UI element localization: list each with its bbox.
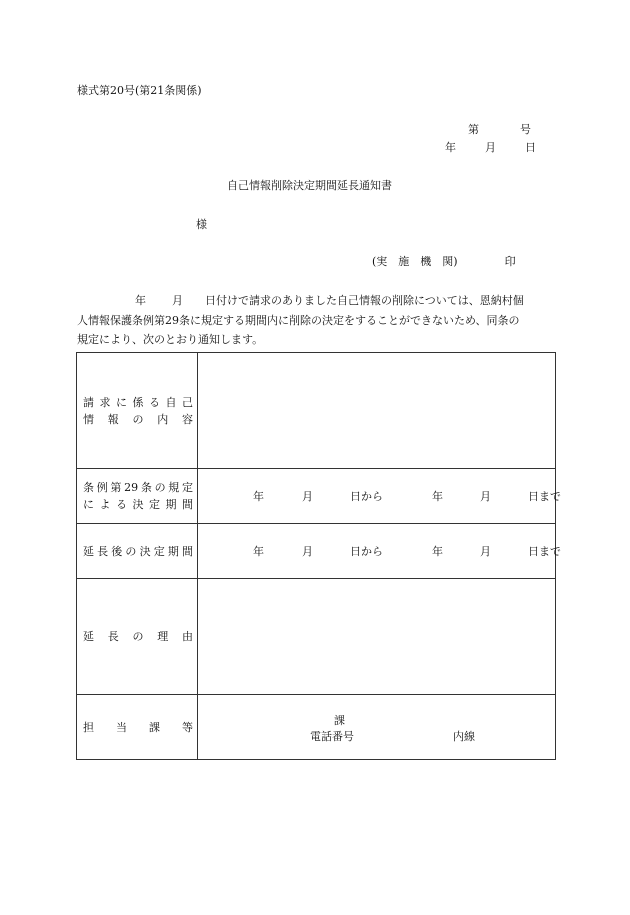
table-row xyxy=(77,695,556,760)
period-year-from: 年 xyxy=(253,545,264,558)
label-line: による決定期間 xyxy=(83,498,193,511)
extension-reason-field[interactable] xyxy=(198,579,556,695)
period-day-to: 日まで xyxy=(528,545,561,558)
body-paragraph xyxy=(77,291,557,350)
extended-period-field[interactable] xyxy=(198,524,561,579)
period-year-to: 年 xyxy=(432,490,443,503)
period-month-from: 月 xyxy=(302,545,313,558)
date-year: 年 xyxy=(445,141,456,154)
label-line: 担 当 課 等 xyxy=(83,720,193,734)
label-extension-reason xyxy=(77,579,198,695)
addressee-suffix: 様 xyxy=(196,218,207,231)
table-row xyxy=(77,524,556,579)
issuing-body-label: (実 施 機 関) xyxy=(372,255,458,268)
date-day: 日 xyxy=(525,141,536,154)
seal-mark: 印 xyxy=(504,255,516,268)
document-number-go: 号 xyxy=(520,123,531,136)
period-year-to: 年 xyxy=(432,545,443,558)
body-line-3: 規定により、次のとおり通知します。 xyxy=(77,333,264,346)
label-line: 請求に係る自己 xyxy=(83,395,193,409)
period-day-from: 日から xyxy=(350,545,383,558)
document-title: 自己情報削除決定期間延長通知書 xyxy=(227,179,392,192)
period-month-from: 月 xyxy=(302,490,313,503)
label-line: 延長後の決定期間 xyxy=(83,544,193,558)
body-line-2: 人情報保護条例第29条に規定する期間内に削除の決定をすることができないため、同条の xyxy=(77,313,520,327)
department-suffix: 課 xyxy=(334,714,345,727)
label-request-content xyxy=(77,353,198,469)
table-row xyxy=(77,579,556,695)
notice-table xyxy=(76,352,561,760)
label-line: 条例第29条の規定 xyxy=(83,481,193,494)
phone-number-label: 電話番号 xyxy=(310,730,354,743)
period-day-to: 日まで xyxy=(528,490,561,503)
issuing-body xyxy=(372,255,516,269)
table-row xyxy=(77,469,556,524)
request-content-field[interactable] xyxy=(198,353,556,469)
label-line: 延 長 の 理 由 xyxy=(83,630,193,643)
body-month: 月 xyxy=(172,294,183,307)
period-day-from: 日から xyxy=(350,490,383,503)
period-month-to: 月 xyxy=(480,490,491,503)
table-row xyxy=(77,353,556,469)
label-extended-period xyxy=(77,524,198,579)
document-number xyxy=(468,123,531,137)
period-year-from: 年 xyxy=(253,490,264,503)
statutory-period-field[interactable] xyxy=(198,469,561,524)
body-line-1 xyxy=(77,291,557,311)
label-department xyxy=(77,695,198,760)
form-number: 様式第20号(第21条関係) xyxy=(77,84,202,97)
extension-label: 内線 xyxy=(453,730,475,743)
document-date xyxy=(445,141,536,155)
body-year: 年 xyxy=(135,294,146,307)
period-month-to: 月 xyxy=(480,545,491,558)
document-number-dai: 第 xyxy=(468,123,479,136)
date-month: 月 xyxy=(485,141,496,154)
department-field[interactable] xyxy=(198,695,556,760)
label-statutory-period xyxy=(77,469,198,524)
label-line: 情 報 の 内 容 xyxy=(83,412,193,426)
body-line-1-text: 日付けで請求のありました自己情報の削除については、恩納村個 xyxy=(205,294,524,307)
